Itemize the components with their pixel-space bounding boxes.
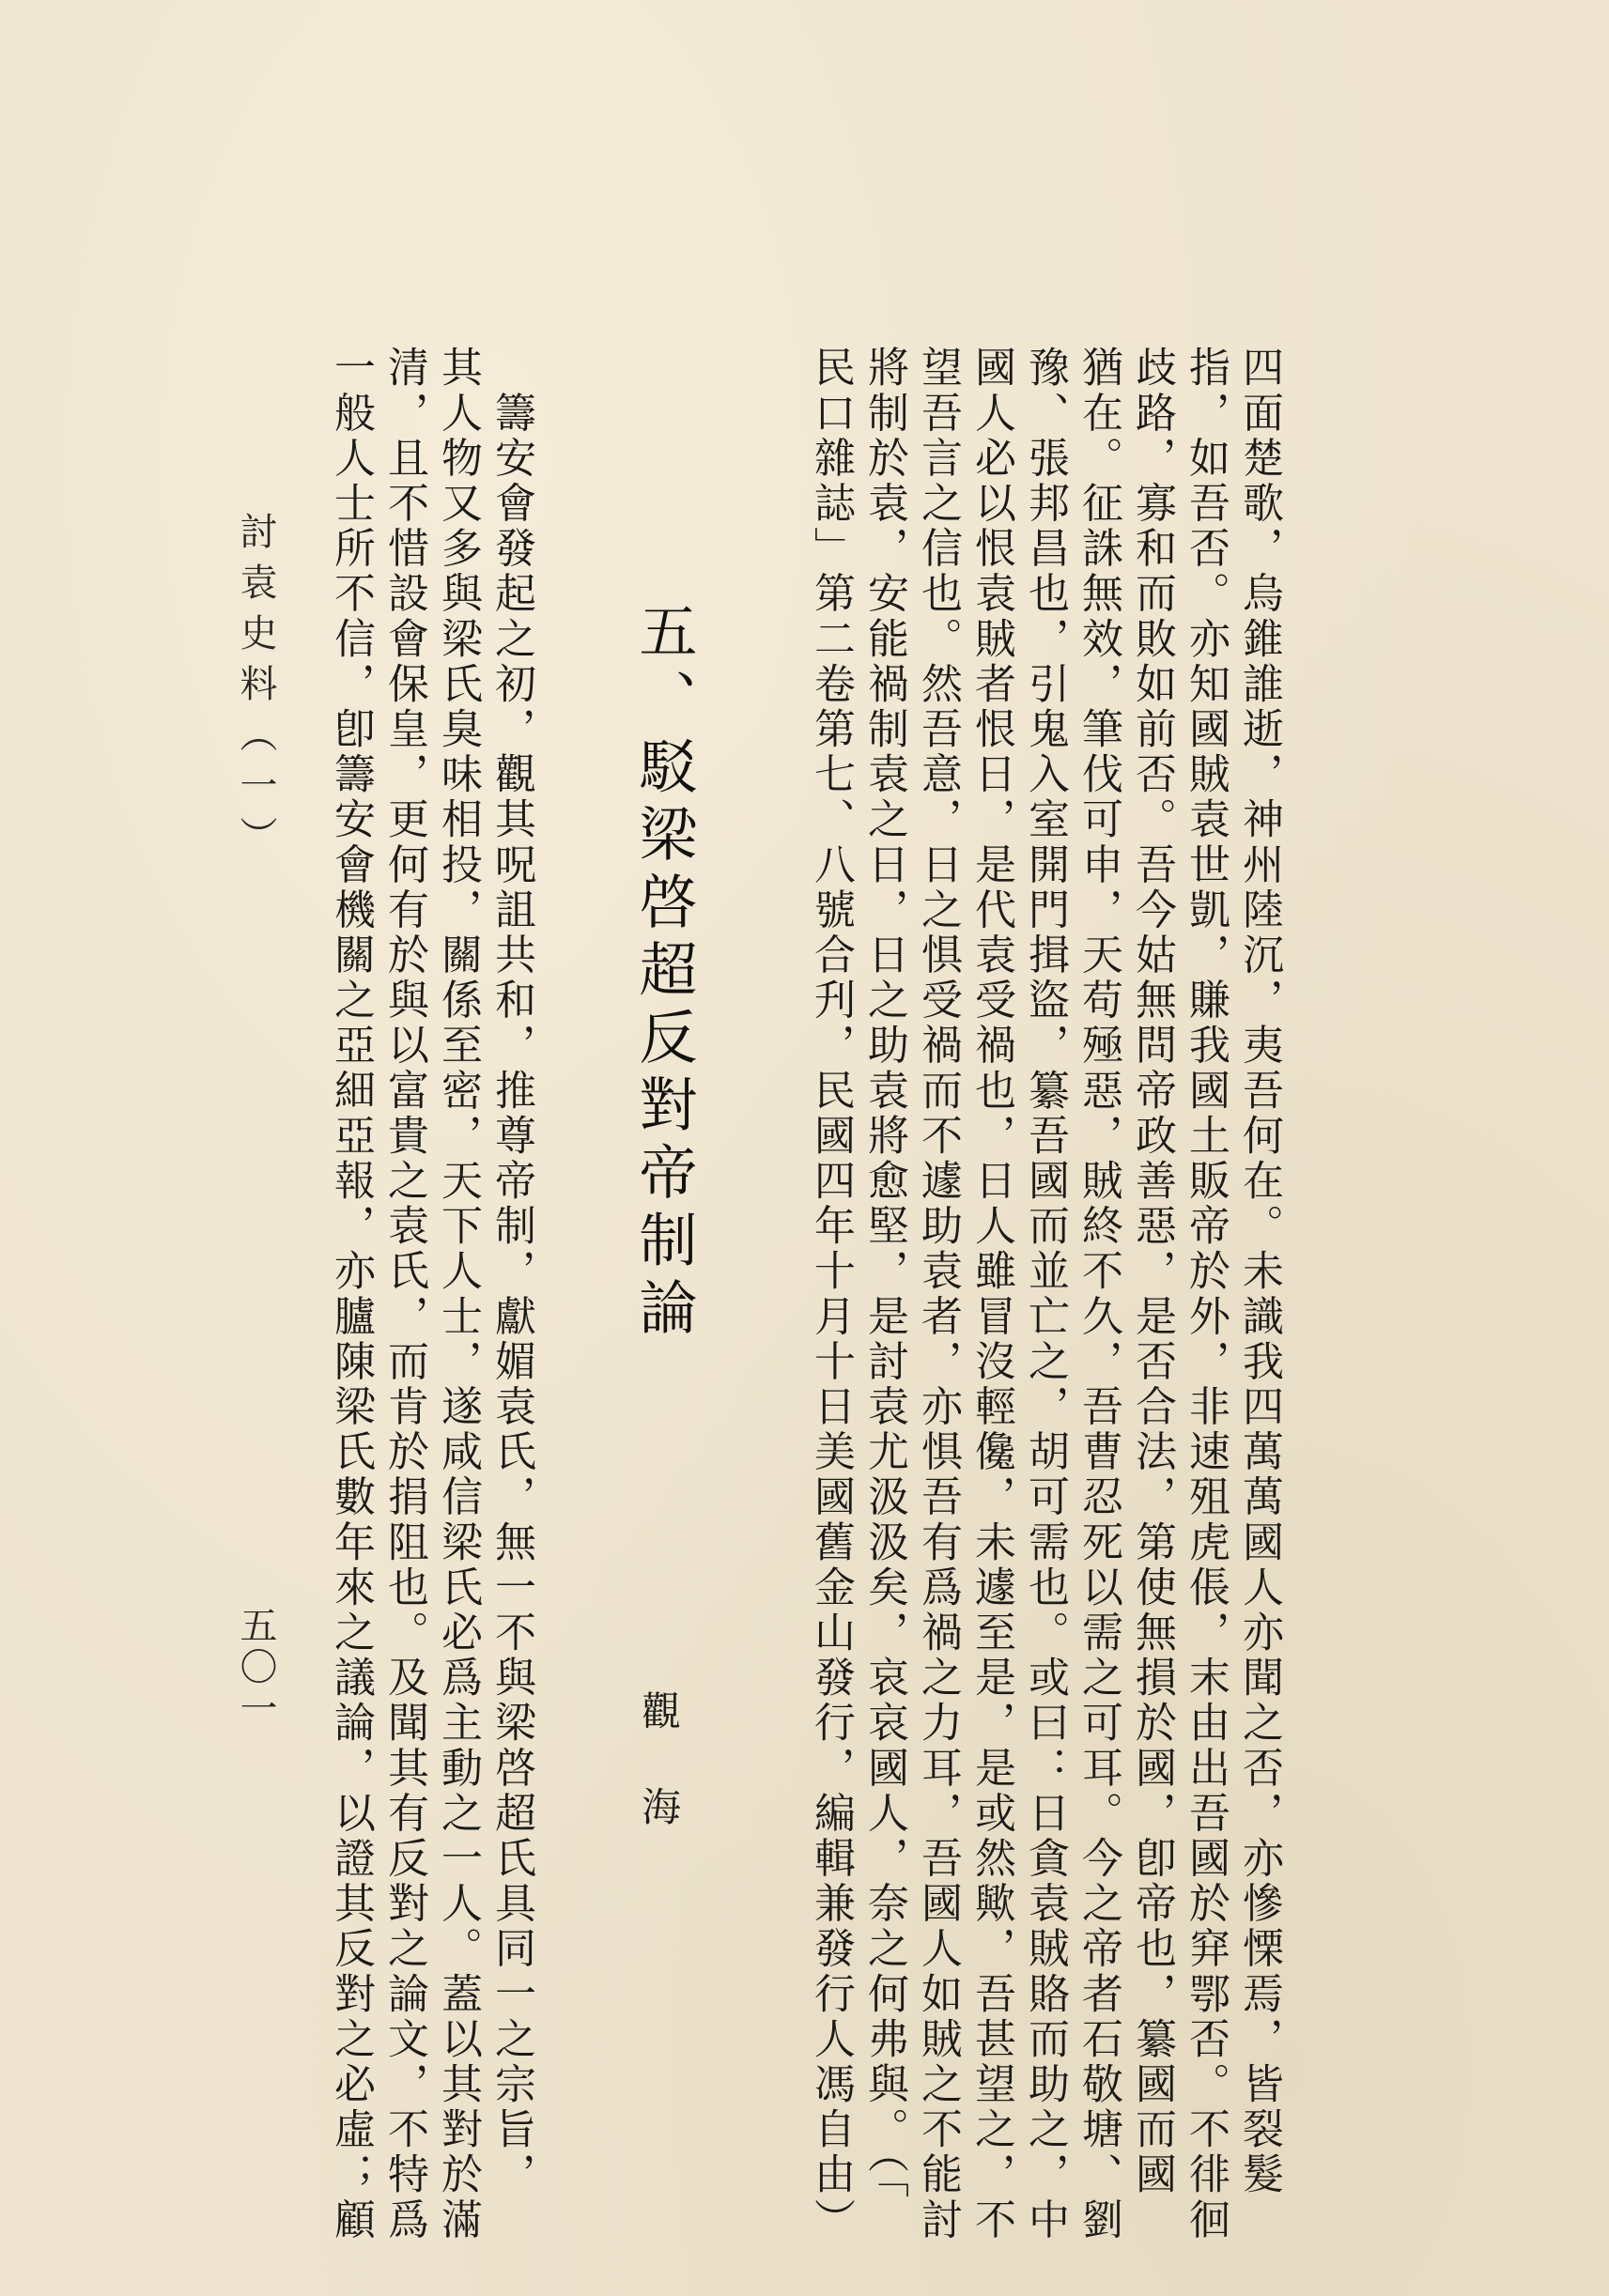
text-column: 四面楚歌，烏錐誰逝，神州陸沉，夷吾何在。未識我四萬萬國人亦聞之否，亦慘慄焉，皆裂髮 xyxy=(1235,346,1283,2198)
text-column: 指，如吾否。亦知國賊袁世凱，賺我國土販帝於外，非速殂虎倀，末由出吾國於穽鄂否。不徘徊 xyxy=(1182,346,1230,2243)
text-column: 豫、張邦昌也，引鬼入室開門揖盜，纂吾國而並亡之，胡可需也。或曰：日貪袁賊賂而助之，中 xyxy=(1021,346,1069,2243)
text-column: 籌安會發起之初，觀其呪詛共和，推尊帝制，獻媚袁氏，無一不與梁啓超氏具同一之宗旨， xyxy=(487,346,535,2198)
text-column: 清，且不惜設會保皇，更何有於與以富貴之袁氏，而肯於捐阻也。及聞其有反對之論文，不特爲 xyxy=(380,346,428,2243)
running-header: 討袁史料（一） xyxy=(234,512,277,867)
text-column: 一般人士所不信，卽籌安會機關之亞細亞報，亦臚陳梁氏數年來之議論，以證其反對之必虛；顧 xyxy=(327,346,375,2243)
text-column: 歧路，寡和而敗如前否。吾今姑無問帝政善惡，是否合法，第使無損於國，卽帝也，纂國而國 xyxy=(1128,346,1176,2198)
text-column: 望吾言之信也。然吾意，日之惧受禍而不遽助袁者，亦惧吾有爲禍之力耳，吾國人如賊之不能討 xyxy=(914,346,962,2243)
page-number: 五〇一 xyxy=(234,1606,277,1730)
text-column: 國人必以恨袁賊者恨日，是代袁受禍也，日人雖冒沒輕儳，未遽至是，是或然歟，吾甚望之，不 xyxy=(967,346,1015,2243)
text-column: 猶在。征誅無效，筆伐可申，天苟殛惡，賊終不久，吾曹忍死以需之可耳。今之帝者石敬塘、劉 xyxy=(1075,346,1122,2243)
author-name: 觀海 xyxy=(636,1690,682,1882)
text-column: 其人物又多與梁氏臭味相投，關係至密，天下人士，遂咸信梁氏必爲主動之一人。蓋以其對於滿 xyxy=(434,346,482,2243)
text-column: 將制於袁，安能禍制袁之日，日之助袁將愈堅，是討袁尤汲汲矣，哀哀國人，奈之何弗與。（「 xyxy=(860,346,908,2202)
text-column: 民口雜誌」第二卷第七、八號合刋，民國四年十月十日美國舊金山發行，編輯兼發行人馮自由） xyxy=(807,346,855,2243)
section-title: 五、駁梁啓超反對帝制論 xyxy=(629,601,698,1345)
